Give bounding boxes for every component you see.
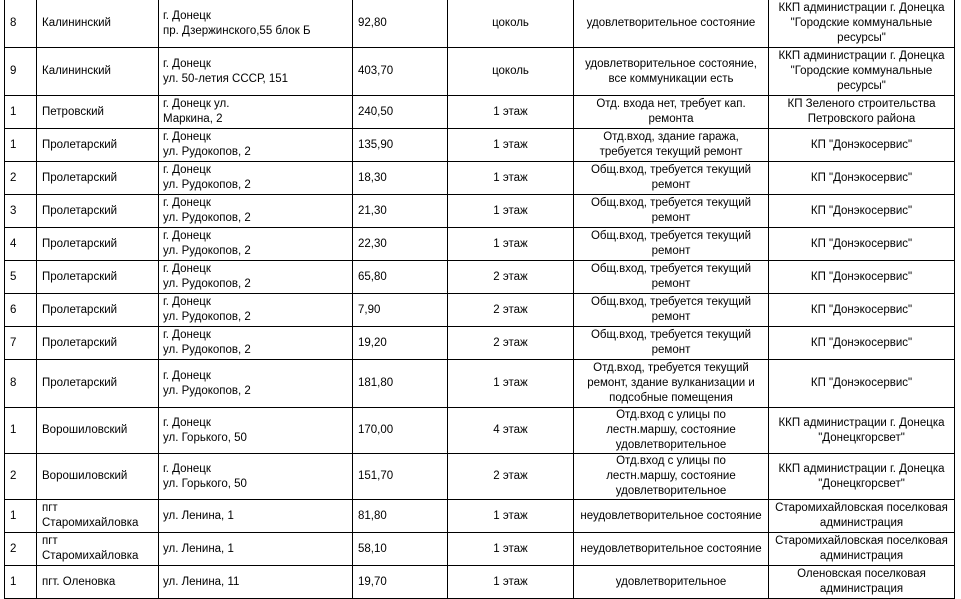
area-cell: 92,80 [353, 0, 448, 48]
address-cell: г. Донецк ул. Горького, 50 [159, 408, 353, 454]
floor-cell: 1 этаж [448, 195, 574, 228]
row-number: 2 [5, 533, 37, 566]
table-row [5, 500, 955, 533]
row-number: 1 [5, 500, 37, 533]
district-cell: Пролетарский [37, 129, 159, 162]
condition-cell: неудовлетворительное состояние [574, 533, 769, 566]
address-cell: ул. Ленина, 11 [159, 566, 353, 599]
district-cell: Пролетарский [37, 327, 159, 360]
table-row [5, 96, 955, 129]
owner-cell: Оленовская поселковая администрация [769, 566, 955, 599]
table-row [5, 0, 955, 48]
floor-cell: 1 этаж [448, 96, 574, 129]
floor-cell: 2 этаж [448, 294, 574, 327]
row-number: 6 [5, 294, 37, 327]
condition-cell: Отд.вход с улицы по лестн.маршу, состояние удовлетворительное [574, 408, 769, 454]
condition-cell: удовлетворительное состояние [574, 0, 769, 48]
address-cell: г. Донецк ул. 50-летия СССР, 151 [159, 48, 353, 96]
area-cell: 81,80 [353, 500, 448, 533]
area-cell: 65,80 [353, 261, 448, 294]
table-row [5, 408, 955, 454]
condition-cell: Общ.вход, требуется текущий ремонт [574, 195, 769, 228]
district-cell: Пролетарский [37, 162, 159, 195]
district-cell: Ворошиловский [37, 454, 159, 500]
row-number: 9 [5, 48, 37, 96]
area-cell: 135,90 [353, 129, 448, 162]
address-cell: г. Донецк ул. Горького, 50 [159, 454, 353, 500]
area-cell: 170,00 [353, 408, 448, 454]
owner-cell: КП "Донэкосервис" [769, 327, 955, 360]
row-number: 2 [5, 162, 37, 195]
district-cell: Пролетарский [37, 195, 159, 228]
owner-cell: КП "Донэкосервис" [769, 228, 955, 261]
district-cell: Ворошиловский [37, 408, 159, 454]
floor-cell: 2 этаж [448, 327, 574, 360]
row-number: 8 [5, 360, 37, 408]
address-cell: г. Донецк ул. Рудокопов, 2 [159, 129, 353, 162]
address-cell: г. Донецк ул. Маркина, 2 [159, 96, 353, 129]
address-cell: г. Донецк пр. Дзержинского,55 блок Б [159, 0, 353, 48]
area-cell: 19,70 [353, 566, 448, 599]
floor-cell: 1 этаж [448, 228, 574, 261]
condition-cell: Отд.вход, здание гаража, требуется текущий ремонт [574, 129, 769, 162]
floor-cell: 4 этаж [448, 408, 574, 454]
table-row [5, 228, 955, 261]
condition-cell: Отд. входа нет, требует кап. ремонта [574, 96, 769, 129]
floor-cell: 1 этаж [448, 566, 574, 599]
table-row [5, 566, 955, 599]
floor-cell: 1 этаж [448, 162, 574, 195]
district-cell: Калининский [37, 0, 159, 48]
table-row [5, 360, 955, 408]
district-cell: пгт Старомихайловка [37, 500, 159, 533]
address-cell: г. Донецк ул. Рудокопов, 2 [159, 195, 353, 228]
owner-cell: ККП администрации г. Донецка "Донецкгорсвет" [769, 454, 955, 500]
row-number: 2 [5, 454, 37, 500]
address-cell: ул. Ленина, 1 [159, 500, 353, 533]
table-row [5, 294, 955, 327]
district-cell: Пролетарский [37, 360, 159, 408]
row-number: 1 [5, 96, 37, 129]
property-table [4, 0, 955, 599]
address-cell: г. Донецк ул. Рудокопов, 2 [159, 360, 353, 408]
address-cell: г. Донецк ул. Рудокопов, 2 [159, 261, 353, 294]
area-cell: 21,30 [353, 195, 448, 228]
district-cell: Пролетарский [37, 294, 159, 327]
floor-cell: цоколь [448, 0, 574, 48]
condition-cell: Общ.вход, требуется текущий ремонт [574, 261, 769, 294]
condition-cell: удовлетворительное состояние, все коммуникации есть [574, 48, 769, 96]
owner-cell: КП "Донэкосервис" [769, 261, 955, 294]
floor-cell: 1 этаж [448, 129, 574, 162]
area-cell: 403,70 [353, 48, 448, 96]
owner-cell: КП "Донэкосервис" [769, 195, 955, 228]
area-cell: 22,30 [353, 228, 448, 261]
area-cell: 7,90 [353, 294, 448, 327]
area-cell: 240,50 [353, 96, 448, 129]
row-number: 1 [5, 566, 37, 599]
table-row [5, 533, 955, 566]
owner-cell: КП "Донэкосервис" [769, 162, 955, 195]
floor-cell: 1 этаж [448, 360, 574, 408]
table-row [5, 261, 955, 294]
condition-cell: удовлетворительное [574, 566, 769, 599]
area-cell: 19,20 [353, 327, 448, 360]
district-cell: Пролетарский [37, 228, 159, 261]
row-number: 4 [5, 228, 37, 261]
row-number: 5 [5, 261, 37, 294]
floor-cell: цоколь [448, 48, 574, 96]
area-cell: 151,70 [353, 454, 448, 500]
owner-cell: КП "Донэкосервис" [769, 129, 955, 162]
floor-cell: 2 этаж [448, 261, 574, 294]
table-row [5, 327, 955, 360]
district-cell: пгт Старомихайловка [37, 533, 159, 566]
table-row [5, 129, 955, 162]
owner-cell: Старомихайловская поселковая администрация [769, 500, 955, 533]
address-cell: г. Донецк ул. Рудокопов, 2 [159, 162, 353, 195]
owner-cell: ККП администрации г. Донецка "Городские коммунальные ресурсы" [769, 48, 955, 96]
area-cell: 58,10 [353, 533, 448, 566]
address-cell: г. Донецк ул. Рудокопов, 2 [159, 294, 353, 327]
table-row [5, 48, 955, 96]
row-number: 3 [5, 195, 37, 228]
condition-cell: неудовлетворительное состояние [574, 500, 769, 533]
district-cell: пгт. Оленовка [37, 566, 159, 599]
row-number: 7 [5, 327, 37, 360]
address-cell: ул. Ленина, 1 [159, 533, 353, 566]
owner-cell: КП "Донэкосервис" [769, 294, 955, 327]
condition-cell: Общ.вход, требуется текущий ремонт [574, 162, 769, 195]
address-cell: г. Донецк ул. Рудокопов, 2 [159, 327, 353, 360]
table-row [5, 162, 955, 195]
area-cell: 181,80 [353, 360, 448, 408]
address-cell: г. Донецк ул. Рудокопов, 2 [159, 228, 353, 261]
condition-cell: Общ.вход, требуется текущий ремонт [574, 327, 769, 360]
table-row [5, 454, 955, 500]
floor-cell: 1 этаж [448, 500, 574, 533]
district-cell: Пролетарский [37, 261, 159, 294]
condition-cell: Общ.вход, требуется текущий ремонт [574, 294, 769, 327]
table-row [5, 195, 955, 228]
owner-cell: КП Зеленого строительства Петровского района [769, 96, 955, 129]
owner-cell: КП "Донэкосервис" [769, 360, 955, 408]
district-cell: Петровский [37, 96, 159, 129]
area-cell: 18,30 [353, 162, 448, 195]
owner-cell: ККП администрации г. Донецка "Городские коммунальные ресурсы" [769, 0, 955, 48]
floor-cell: 2 этаж [448, 454, 574, 500]
condition-cell: Общ.вход, требуется текущий ремонт [574, 228, 769, 261]
row-number: 1 [5, 129, 37, 162]
owner-cell: ККП администрации г. Донецка "Донецкгорсвет" [769, 408, 955, 454]
condition-cell: Отд.вход с улицы по лестн.маршу, состояние удовлетворительное [574, 454, 769, 500]
condition-cell: Отд.вход, требуется текущий ремонт, здание вулканизации и подсобные помещения [574, 360, 769, 408]
row-number: 1 [5, 408, 37, 454]
floor-cell: 1 этаж [448, 533, 574, 566]
district-cell: Калининский [37, 48, 159, 96]
owner-cell: Старомихайловская поселковая администрация [769, 533, 955, 566]
row-number: 8 [5, 0, 37, 48]
